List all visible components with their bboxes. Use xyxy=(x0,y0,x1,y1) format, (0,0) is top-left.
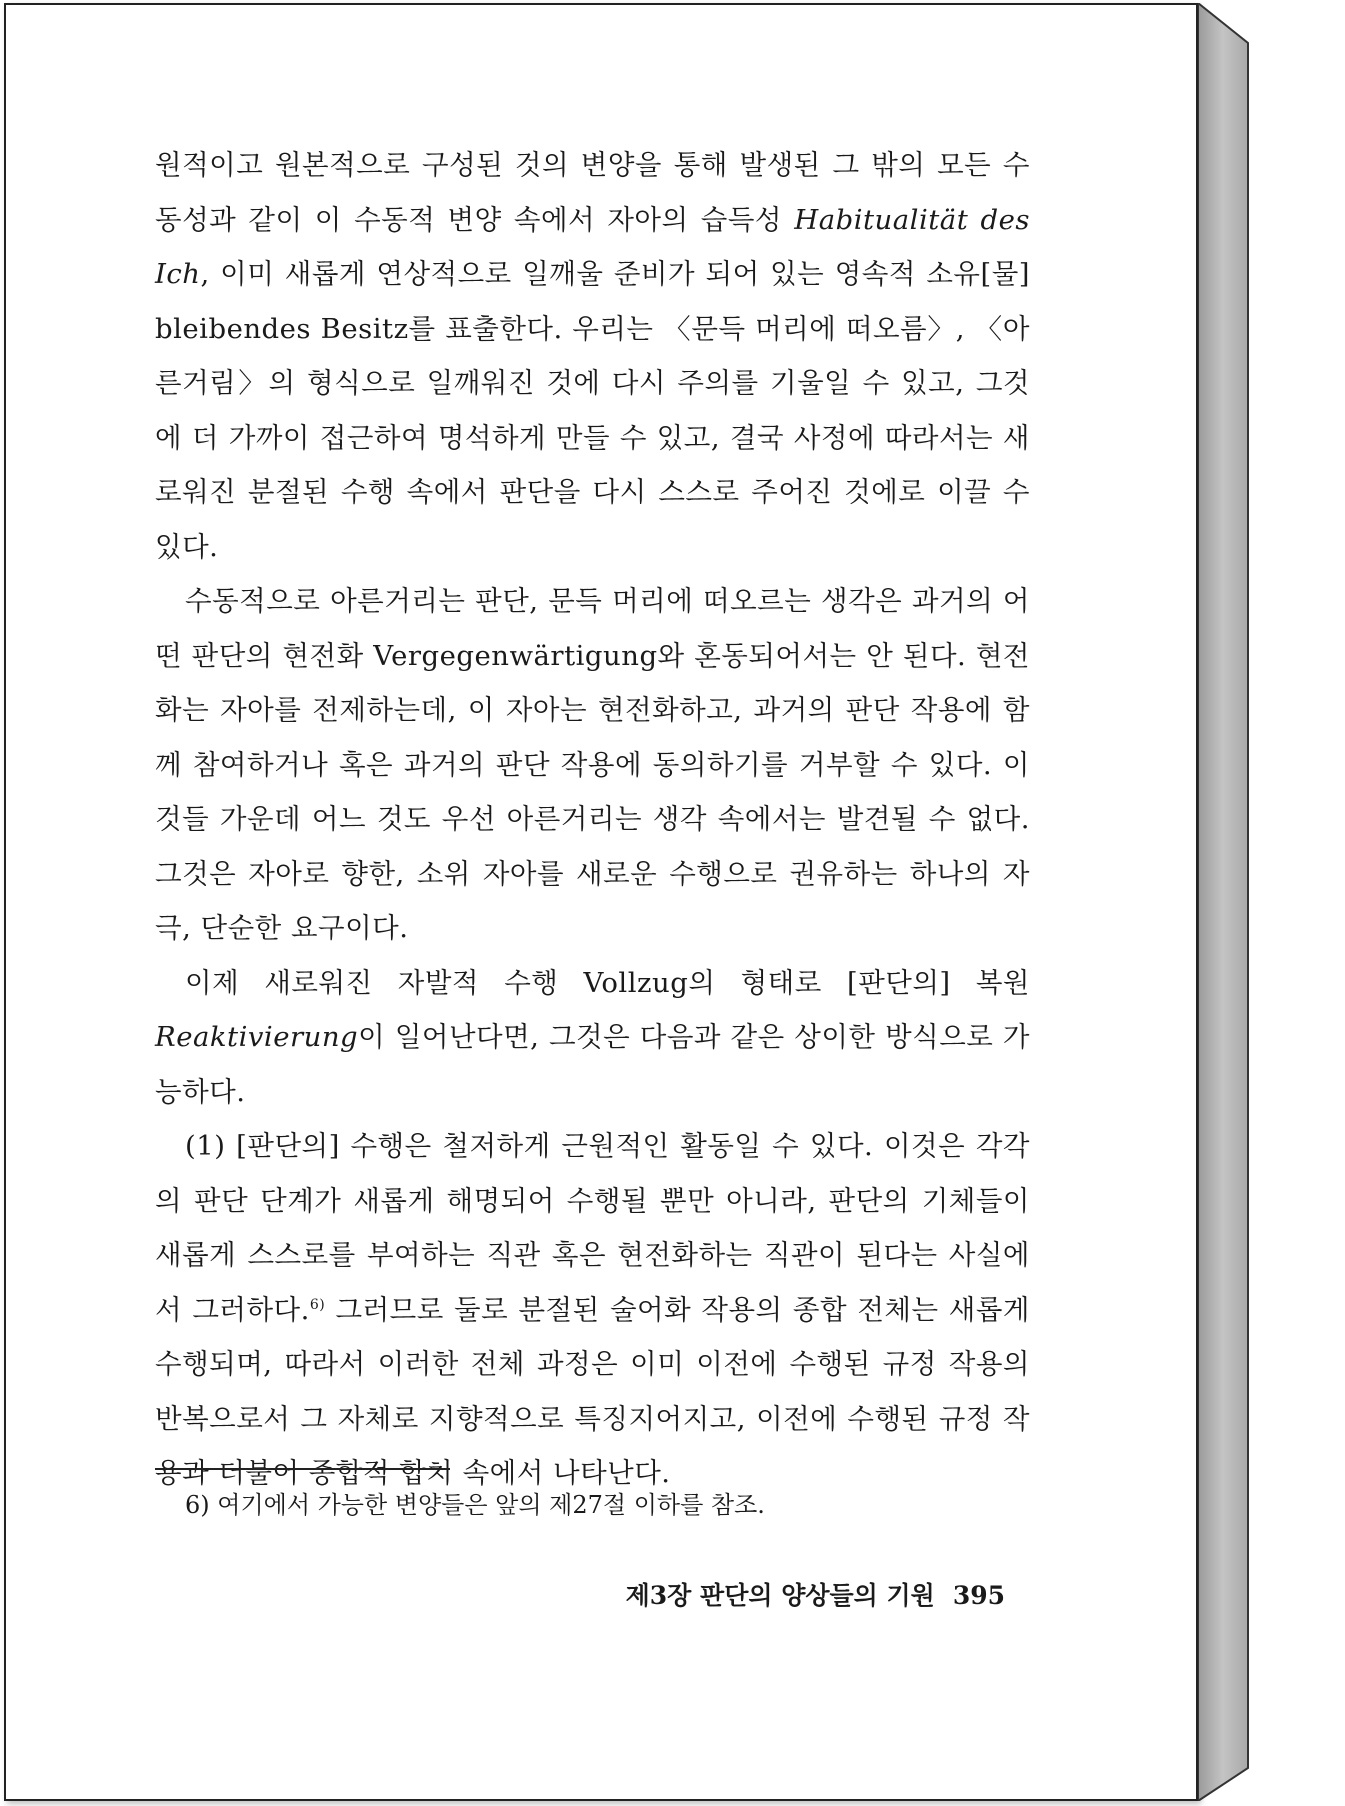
foreign-term: Habitualität des Ich xyxy=(155,203,1030,290)
footnote-marker: 6) xyxy=(309,1296,326,1313)
foreign-term: Reaktivierung xyxy=(155,1021,359,1053)
running-footer xyxy=(620,1576,1005,1616)
paragraph xyxy=(155,956,1030,1120)
footnote-divider xyxy=(155,1468,450,1470)
page-edge xyxy=(1198,3,1256,1801)
text-run: 그러므로 둘로 분절된 술어화 작용의 종합 전체는 새롭게 수행되며, 따라서 이러한 전체 과정은 이미 이전에 수행된 규정 작용의 반복으로서 그 자체로 지향적으로 특징지어지고, 이전에 수행된 규정 작용과 더불어 종합적 합치 속에서 나타난다. xyxy=(155,1293,1030,1489)
page-number: 395 xyxy=(952,1581,1005,1610)
footnote: 6) 여기에서 가능한 변양들은 앞의 제27절 이하를 참조. xyxy=(185,1491,765,1519)
text-run: 이 일어난다면, 그것은 다음과 같은 상이한 방식으로 가능하다. xyxy=(155,1021,1030,1108)
text-run: (1) [판단의] 수행은 철저하게 근원적인 활동일 수 있다. 이것은 각각의 판단 단계가 새롭게 해명되어 수행될 뿐만 아니라, 판단의 기체들이 새롭게 스스로를 부여하는 직관 혹은 현전화하는 직관이 된다는 사실에서 그러하다. xyxy=(155,1130,1030,1326)
paragraph xyxy=(155,138,1030,574)
text-run: 원적이고 원본적으로 구성된 것의 변양을 통해 발생된 그 밖의 모든 수동성과 같이 이 수동적 변양 속에서 자아의 습득성 xyxy=(155,149,1030,236)
text-run: 수동적으로 아른거리는 판단, 문득 머리에 떠오르는 생각은 과거의 어떤 판단의 현전화 Vergegenwärtigung와 혼동되어서는 안 된다. 현전화는 자아를 전제하는데, 이 자아는 현전화하고, 과거의 판단 작용에 함께 참여하거나 혹은 과거의 판단 작용에 동의하기를 거부할 수 있다. 이것들 가운데 어느 것도 우선 아른거리는 생각 속에서는 발견될 수 없다. 그것은 자아로 향한, 소위 자아를 새로운 수행으로 권유하는 하나의 자극, 단순한 요구이다. xyxy=(155,585,1030,944)
text-run: 이제 새로워진 자발적 수행 Vollzug의 형태로 [판단의] 복원 xyxy=(185,966,1030,999)
paragraph xyxy=(155,574,1030,956)
paragraph xyxy=(155,1119,1030,1501)
chapter-title: 제3장 판단의 양상들의 기원 xyxy=(625,1581,935,1610)
text-run: , 이미 새롭게 연상적으로 일깨울 준비가 되어 있는 영속적 소유[물] bleibendes Besitz를 표출한다. 우리는 〈문득 머리에 떠오름〉, 〈아른거림〉의 형식으로 일깨워진 것에 다시 주의를 기울일 수 있고, 그것에 더 가까이 접근하여 명석하게 만들 수 있고, 결국 사정에 따라서는 새로워진 분절된 수행 속에서 판단을 다시 스스로 주어진 것에로 이끌 수 있다. xyxy=(155,258,1030,563)
body-text xyxy=(155,138,1030,1501)
